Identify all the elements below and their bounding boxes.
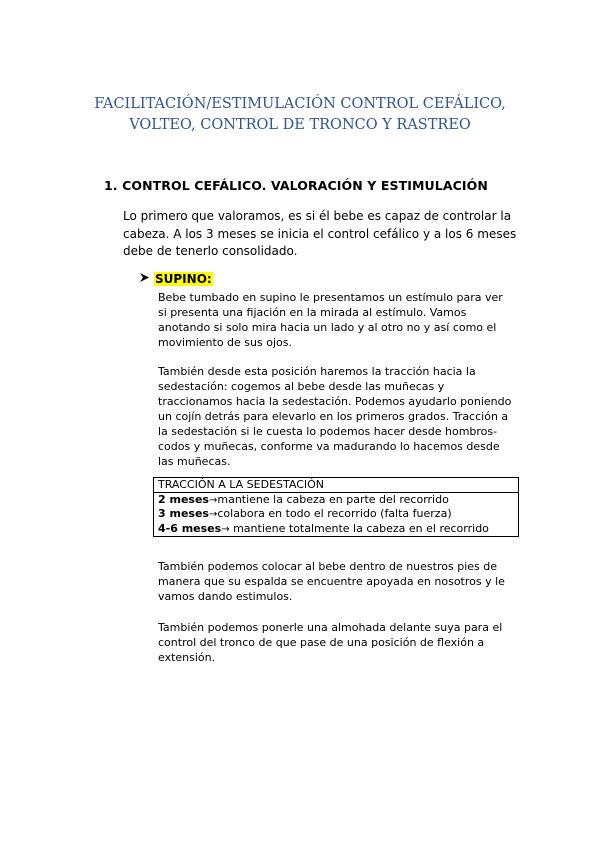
table-header: TRACCIÓN A LA SEDESTACIÓN: [154, 478, 519, 493]
right-arrow-icon: →: [221, 523, 230, 535]
supino-label: SUPINO:: [155, 272, 212, 286]
paragraph-fijacion: Bebe tumbado en supino le presentamos un estímulo para ver si presenta una fijación en la mirada al estímulo. Vamos anotando si solo mira hacia un lado y al otro no y así como el movimiento de sus ojos.: [158, 291, 503, 349]
intro-paragraph: Lo primero que valoramos, es si él bebe es capaz de controlar la cabeza. A los 3 meses se inicia el control cefálico y a los 6 meses debe de tenerlo consolidado.: [123, 209, 517, 258]
row-age: 2 meses: [158, 492, 209, 506]
document-title: FACILITACIÓN/ESTIMULACIÓN CONTROL CEFÁLICO, VOLTEO, CONTROL DE TRONCO Y RASTREO: [94, 96, 506, 133]
row-age: 4-6 meses: [158, 521, 222, 535]
row-text: mantiene la cabeza en parte del recorrido: [217, 492, 449, 506]
row-text: colabora en todo el recorrido (falta fuerza): [217, 507, 452, 520]
row-text: mantiene totalmente la cabeza en el recorrido: [229, 521, 489, 535]
table-header-row: [154, 478, 519, 493]
arrowhead-bullet-icon: [139, 272, 150, 286]
paragraph-almohada: También podemos ponerle una almohada delante suya para el control del tronco de que pase de una posición de flexión a extensión.: [158, 621, 503, 664]
traccion-table: [153, 477, 519, 537]
section-heading: 1. CONTROL CEFÁLICO. VALORACIÓN Y ESTIMULACIÓN: [104, 178, 488, 193]
row-age: 3 meses: [158, 507, 209, 520]
paragraph-traccion: También desde esta posición haremos la tracción hacia la sedestación: cogemos al bebe desde las muñecas y traccionamos hacia la sedestación. Podemos ayudarlo poniendo un cojín detrás para elevarlo en los primeros grados. Tracción a la sedestación si le cuesta lo podemos hacer desde hombros-codos y muñecas, conforme va madurando lo hacemos desde las muñecas.: [158, 365, 512, 468]
right-arrow-icon: →: [208, 494, 218, 506]
right-arrow-icon: →: [208, 509, 218, 520]
table-row: [154, 492, 519, 537]
supino-bullet: [139, 272, 213, 286]
paragraph-pies: También podemos colocar al bebe dentro de nuestros pies de manera que su espalda se encuentre apoyada en nosotros y le vamos dando estimulos.: [158, 560, 505, 603]
table-cell: [154, 492, 519, 537]
